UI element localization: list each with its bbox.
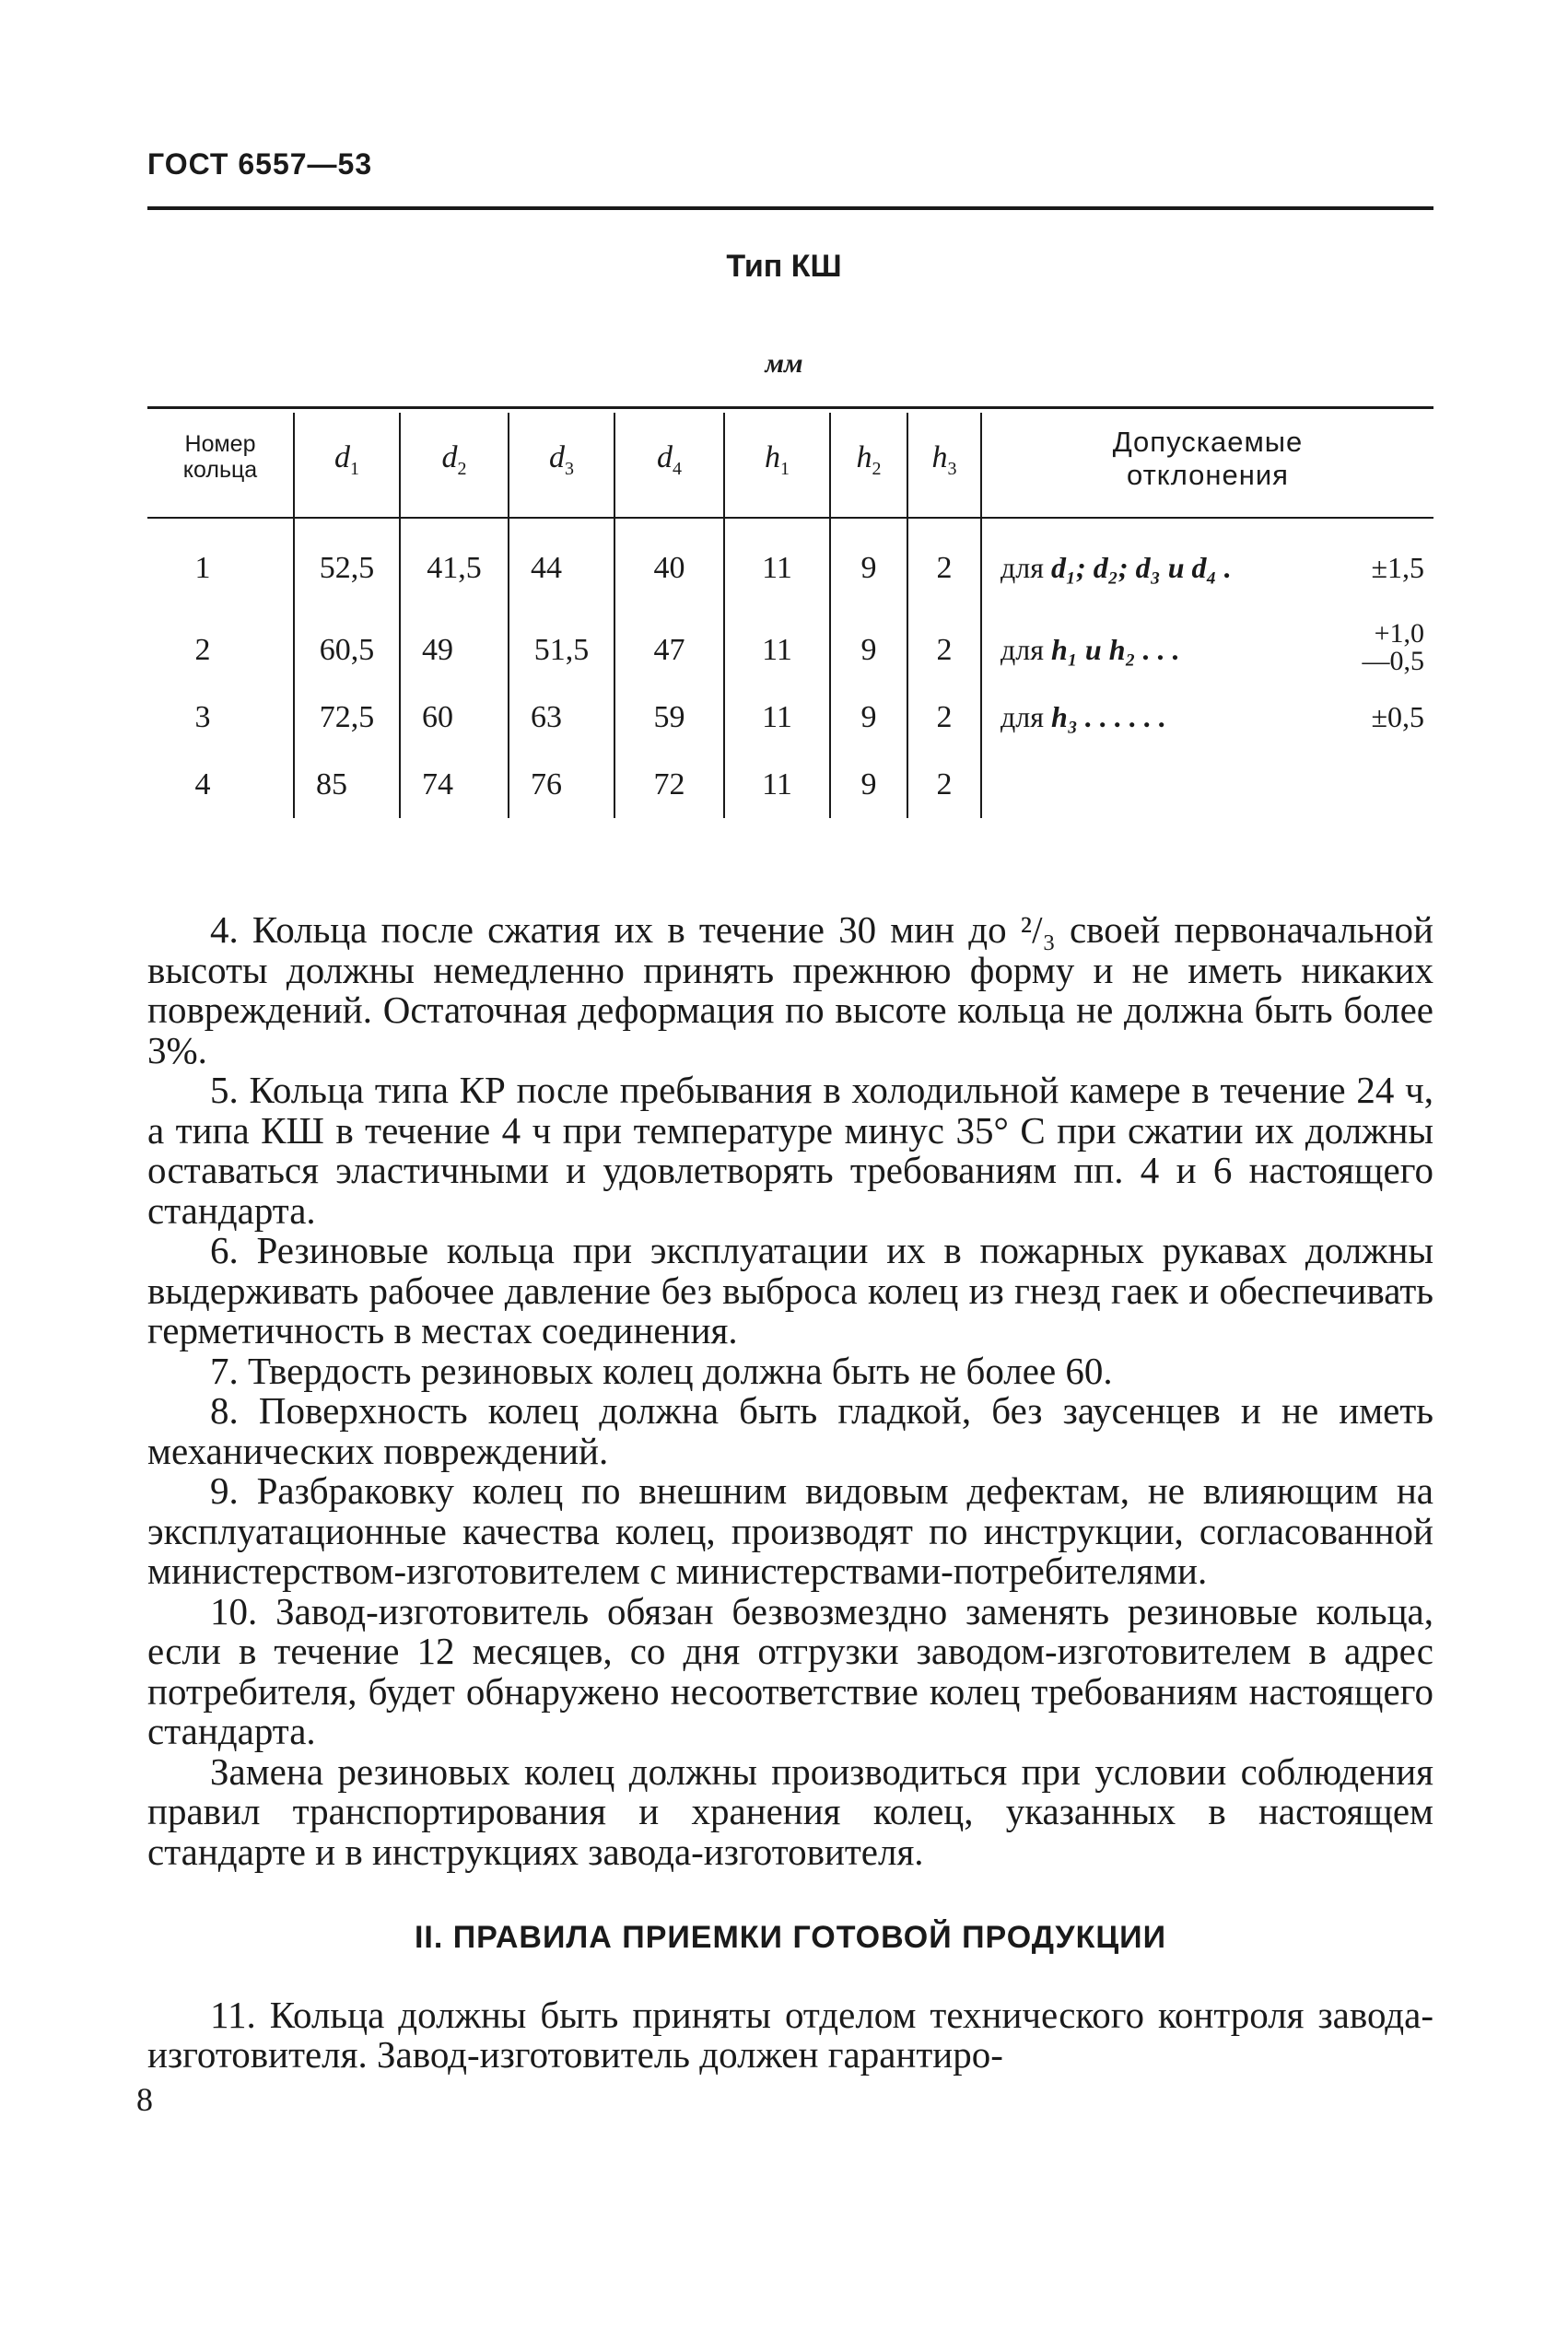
cell-h1: 11	[762, 633, 792, 667]
cell-d1: 60,5	[319, 633, 375, 667]
table-unit: мм	[765, 348, 803, 379]
header-d1: $d_1$	[334, 440, 359, 479]
cell-ring-number: 3	[194, 700, 211, 734]
cell-h3: 2	[936, 633, 953, 667]
tolerance-h1-h2: для h₁ и h₂ . . . +1,0 —0,5	[1000, 618, 1424, 676]
cell-h2: 9	[860, 551, 877, 585]
cell-ring-number: 2	[194, 633, 211, 667]
body-text	[147, 910, 1433, 2076]
cell-d1: 52,5	[319, 551, 375, 585]
cell-d4: 40	[653, 551, 685, 585]
tolerance-d: для d₁; d₂; d₃ и d₄ . ±1,5	[1000, 551, 1424, 584]
cell-d2: 74	[422, 767, 453, 801]
cell-ring-number: 1	[194, 551, 211, 585]
table-top-rule	[147, 406, 1433, 409]
paragraph: 7. Твердость резиновых колец должна быть не более 60.	[210, 1349, 1113, 1392]
paragraph: 4. Кольца после сжатия их в течение 30 мин до ²/₃ своей первоначальной высоты должны немедленно принять прежнюю форму и не иметь никаких повреждений. Остаточная деформация по высоте кольца не должна быть более 3%.	[147, 908, 1433, 1071]
cell-h2: 9	[860, 767, 877, 801]
cell-d3: 63	[531, 700, 562, 734]
cell-h3: 2	[936, 700, 953, 734]
paragraph: 6. Резиновые кольца при эксплуатации их в пожарных рукавах должны выдерживать рабочее давление без выброса колец из гнезд гаек и обеспечивать герметичность в местах соединения.	[147, 1229, 1433, 1351]
cell-d3: 51,5	[533, 633, 590, 667]
paragraph: 11. Кольца должны быть приняты отделом технического контроля завода-изготовителя. Завод-изготовитель должен гарантиро-	[147, 1993, 1433, 2076]
cell-d4: 59	[653, 700, 685, 734]
header-ring-number: Номер кольца	[182, 431, 258, 483]
header-h1: $h_1$	[765, 440, 790, 479]
cell-h1: 11	[762, 551, 792, 585]
header-d2: $d_2$	[441, 440, 467, 479]
paragraph: 8. Поверхность колец должна быть гладкой, без заусенцев и не иметь механических повреждений.	[147, 1389, 1433, 1472]
cell-h3: 2	[936, 767, 953, 801]
cell-d2: 60	[422, 700, 453, 734]
paragraph: 10. Завод-изготовитель обязан безвозмездно заменять резиновые кольца, если в течение 12 месяцев, со дня отгрузки заводом-изготовителем в адрес потребителя, будет обнаружено несоответствие колец требованиям настоящего стандарта.	[147, 1589, 1433, 1752]
header-tolerances: Допускаемые отклонения	[1112, 426, 1304, 491]
header-rule	[147, 206, 1433, 210]
cell-d1: 72,5	[319, 700, 375, 734]
paragraph: 9. Разбраковку колец по внешним видовым дефектам, не влияющим на эксплуатационные качества колец, производят по инструкции, согласованной министерством-изготовителем с министерствами-потребителями.	[147, 1469, 1433, 1592]
cell-h1: 11	[762, 767, 792, 801]
table-title: Тип КШ	[726, 249, 842, 284]
cell-h3: 2	[936, 551, 953, 585]
cell-ring-number: 4	[194, 767, 211, 801]
table-header-rule	[147, 517, 1433, 519]
paragraph: 5. Кольца типа КР после пребывания в холодильной камере в течение 24 ч, а типа КШ в течение 4 ч при температуре минус 35° С при сжатии их должны оставаться эластичными и удовлетворять требованиям пп. 4 и 6 настоящего стандарта.	[147, 1069, 1433, 1232]
cell-d2: 49	[422, 633, 453, 667]
cell-d2: 41,5	[427, 551, 482, 585]
paragraph: Замена резиновых колец должны производиться при условии соблюдения правил транспортирования и хранения колец, указанных в настоящем стандарте и в инструкциях завода-изготовителя.	[147, 1749, 1433, 1873]
page-number: 8	[136, 2081, 153, 2118]
section-title: II. ПРАВИЛА ПРИЕМКИ ГОТОВОЙ ПРОДУКЦИИ	[414, 1920, 1167, 1955]
cell-h1: 11	[762, 700, 792, 734]
cell-d3: 44	[531, 551, 562, 585]
cell-h2: 9	[860, 633, 877, 667]
header-h3: $h_3$	[931, 440, 957, 479]
cell-d1: 85	[316, 767, 347, 801]
cell-h2: 9	[860, 700, 877, 734]
header-d4: $d_4$	[657, 440, 682, 479]
header-h2: $h_2$	[856, 440, 882, 479]
document-header: ГОСТ 6557—53	[147, 147, 373, 181]
cell-d3: 76	[531, 767, 562, 801]
cell-d4: 47	[653, 633, 685, 667]
tolerance-h3: для h₃ . . . . . . ±0,5	[1000, 700, 1424, 733]
header-d3: $d_3$	[549, 440, 574, 479]
cell-d4: 72	[653, 767, 685, 801]
